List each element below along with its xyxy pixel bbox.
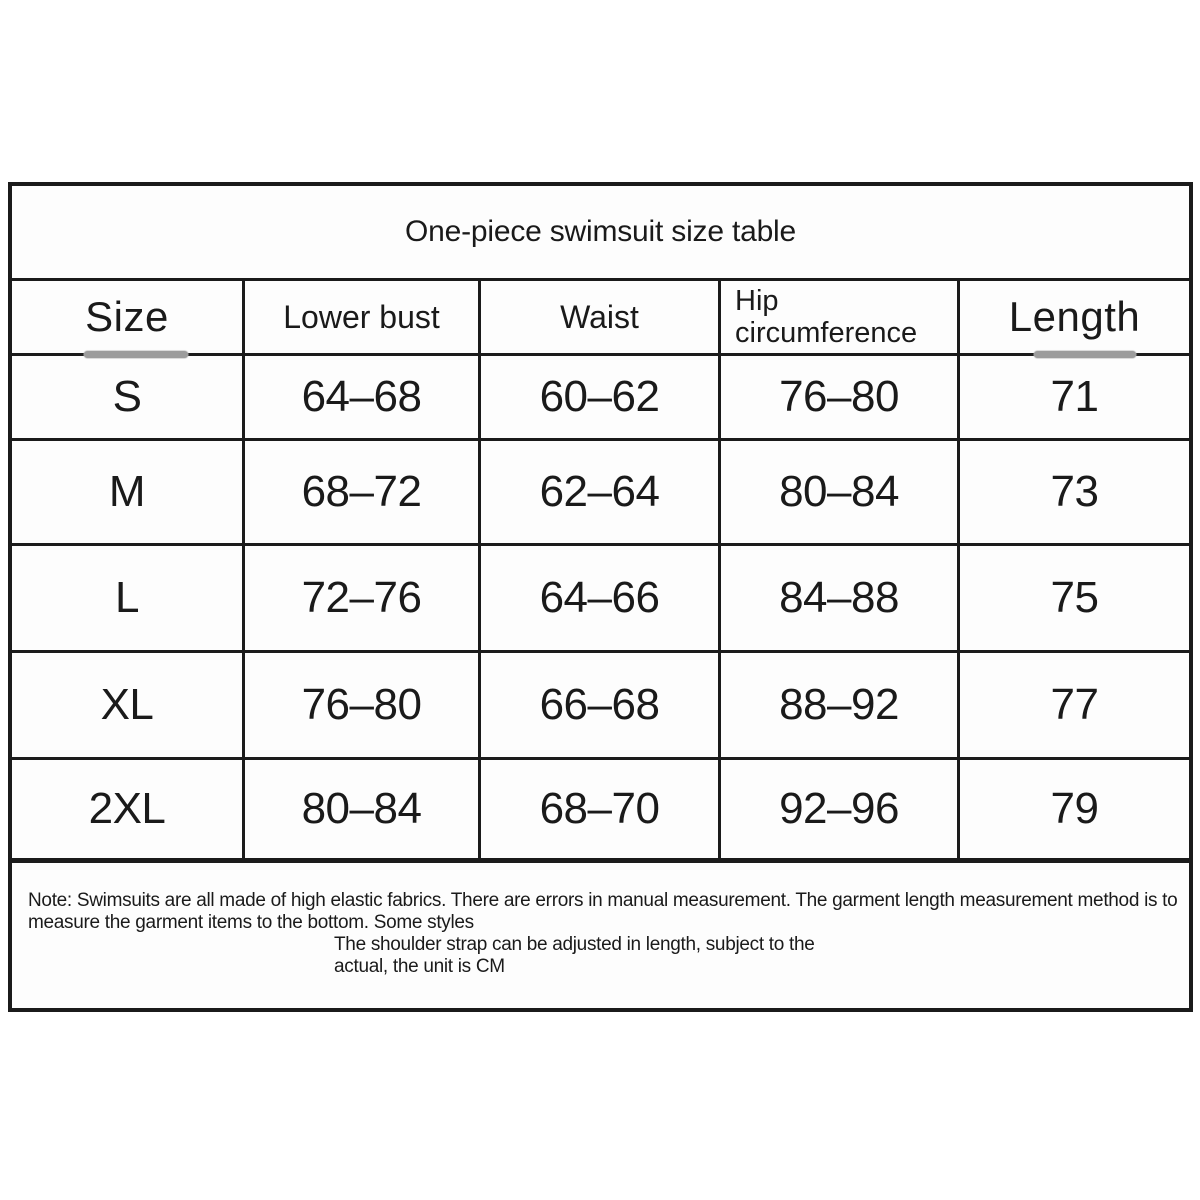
size-grid bbox=[12, 278, 1189, 858]
note-line-2: measure the garment items to the bottom. Some styles bbox=[28, 912, 474, 933]
hip-header-line2: circumference bbox=[735, 317, 918, 349]
row-m-lower-bust-cell: 68–72 bbox=[242, 438, 478, 543]
note-section bbox=[12, 858, 1189, 1008]
row-2xl-waist-cell: 68–70 bbox=[478, 757, 718, 858]
row-l-length-cell: 75 bbox=[957, 543, 1189, 650]
size-table bbox=[8, 182, 1193, 1012]
header-cell-length: Length bbox=[957, 278, 1189, 353]
row-m-length-cell: 73 bbox=[957, 438, 1189, 543]
hip-header-lines bbox=[735, 285, 917, 349]
row-s-hip-cell: 76–80 bbox=[718, 353, 957, 438]
row-l-waist-cell: 64–66 bbox=[478, 543, 718, 650]
gray-smudge-under-length bbox=[1034, 351, 1136, 358]
row-l-lower-bust-cell: 72–76 bbox=[242, 543, 478, 650]
row-s-size-cell: S bbox=[12, 353, 242, 438]
row-xl-hip-cell: 88–92 bbox=[718, 650, 957, 757]
row-xl-size-cell: XL bbox=[12, 650, 242, 757]
note-line-1: Note: Swimsuits are all made of high elastic fabrics. There are errors in manual measurement. The garment length measurement method is to bbox=[28, 890, 1178, 911]
note-line-4: actual, the unit is CM bbox=[334, 956, 505, 977]
row-2xl-length-cell: 79 bbox=[957, 757, 1189, 858]
row-2xl-lower-bust-cell: 80–84 bbox=[242, 757, 478, 858]
row-xl-waist-cell: 66–68 bbox=[478, 650, 718, 757]
row-s-waist-cell: 60–62 bbox=[478, 353, 718, 438]
row-xl-lower-bust-cell: 76–80 bbox=[242, 650, 478, 757]
row-m-hip-cell: 80–84 bbox=[718, 438, 957, 543]
row-xl-length-cell: 77 bbox=[957, 650, 1189, 757]
row-l-size-cell: L bbox=[12, 543, 242, 650]
row-m-size-cell: M bbox=[12, 438, 242, 543]
table-title: One-piece swimsuit size table bbox=[404, 215, 797, 248]
row-l-hip-cell: 84–88 bbox=[718, 543, 957, 650]
row-2xl-hip-cell: 92–96 bbox=[718, 757, 957, 858]
note-line-3: The shoulder strap can be adjusted in length, subject to the bbox=[334, 934, 815, 955]
row-s-lower-bust-cell: 64–68 bbox=[242, 353, 478, 438]
header-cell-hip-circumference bbox=[718, 278, 957, 353]
header-cell-lower-bust: Lower bust bbox=[242, 278, 478, 353]
gray-smudge-under-size bbox=[84, 351, 188, 358]
header-cell-waist: Waist bbox=[478, 278, 718, 353]
row-s-length-cell: 71 bbox=[957, 353, 1189, 438]
hip-header-line1: Hip bbox=[735, 285, 779, 317]
row-m-waist-cell: 62–64 bbox=[478, 438, 718, 543]
header-cell-size: Size bbox=[12, 278, 242, 353]
row-2xl-size-cell: 2XL bbox=[12, 757, 242, 858]
